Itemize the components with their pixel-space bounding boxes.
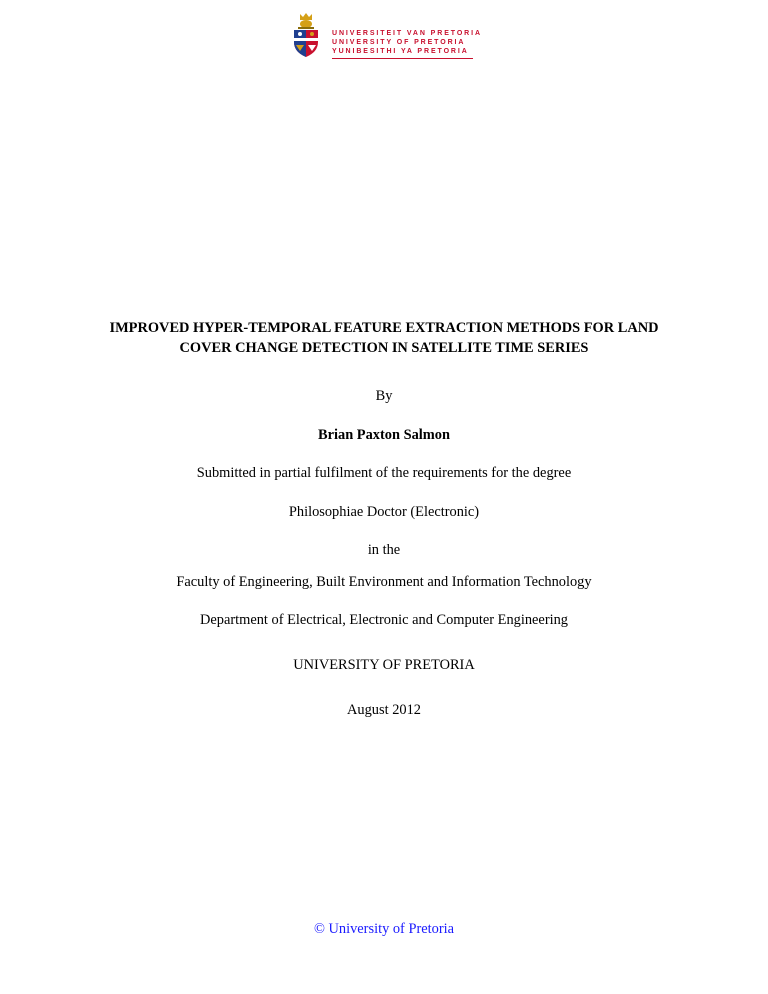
- author-name: Brian Paxton Salmon: [318, 427, 450, 443]
- logo-underline: [332, 58, 473, 59]
- university-names: [332, 29, 482, 57]
- in-the-label: in the: [367, 542, 401, 558]
- title-line-1: IMPROVED HYPER-TEMPORAL FEATURE EXTRACTION METHODS FOR LAND: [109, 320, 659, 336]
- university-name: UNIVERSITY OF PRETORIA: [293, 657, 475, 673]
- department-name: Department of Electrical, Electronic and Computer Engineering: [199, 612, 568, 628]
- university-logo: [291, 12, 482, 62]
- university-name-sepedi: YUNIBESITHI YA PRETORIA: [332, 48, 469, 56]
- submission-date: August 2012: [347, 702, 421, 718]
- university-name-english: UNIVERSITY OF PRETORIA: [332, 39, 466, 47]
- degree-name: Philosophiae Doctor (Electronic): [288, 504, 480, 520]
- submission-statement: Submitted in partial fulfilment of the requirements for the degree: [196, 465, 572, 481]
- faculty-name: Faculty of Engineering, Built Environment and Information Technology: [176, 574, 592, 590]
- title-line-2: COVER CHANGE DETECTION IN SATELLITE TIME SERIES: [179, 340, 589, 356]
- by-label: By: [375, 388, 393, 404]
- thesis-title: [60, 318, 708, 358]
- copyright-footer: © University of Pretoria: [313, 921, 455, 937]
- university-name-afrikaans: UNIVERSITEIT VAN PRETORIA: [332, 30, 482, 37]
- crest-icon: [291, 12, 321, 58]
